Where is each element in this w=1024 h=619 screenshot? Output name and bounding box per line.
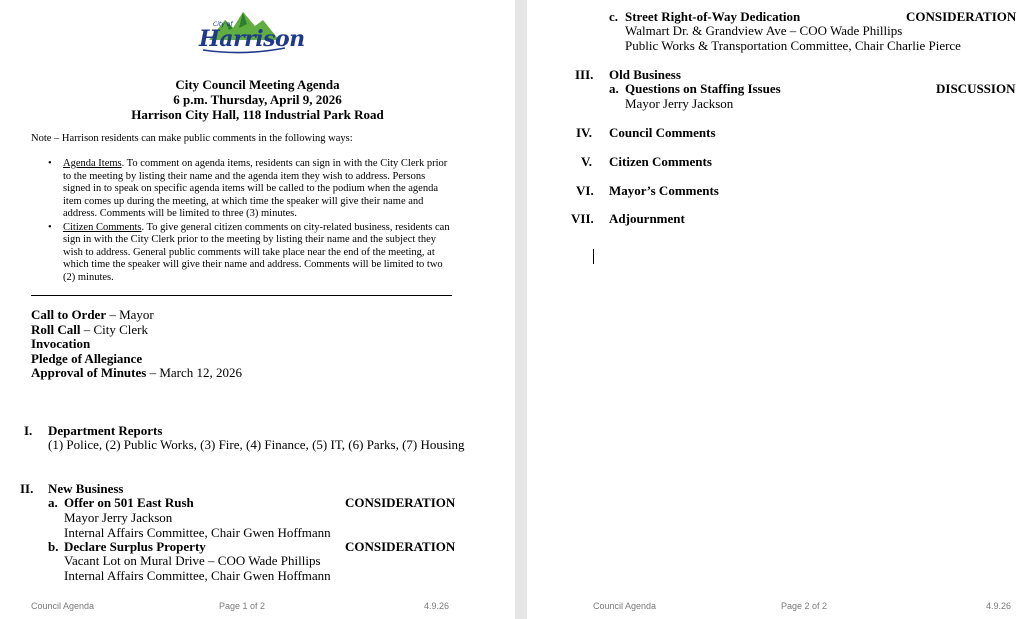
opening-invocation: Invocation [31,336,91,351]
page-gap [515,0,527,619]
section-title: Mayor’s Comments [609,183,719,198]
section-title: Old Business [609,67,681,82]
bullet-text: . To give general citizen comments on city-related business, residents can sign in with the City Clerk prior to the meeting by listing their name and the subject they wish to address. General public comments will take place near the end of the meeting, at which time the speaker will give their name and address. Comments will be limited to two (2) minutes. [63,221,450,283]
item-letter: a. [48,495,58,510]
comment-methods-list [48,158,454,285]
item-line: Mayor Jerry Jackson [64,510,173,525]
bullet-lead: Agenda Items [63,158,122,169]
footer-left: Council Agenda [593,601,657,611]
item-letter: b. [48,539,59,554]
section-number: VI. [576,183,594,198]
item-line: Internal Affairs Committee, Chair Gwen Hoffmann [64,525,331,540]
section-title: Department Reports [48,423,163,438]
item-action: CONSIDERATION [345,495,456,510]
agenda-title: City Council Meeting Agenda [175,77,340,92]
section-number: V. [581,154,592,169]
item-title: Offer on 501 East Rush [64,495,194,510]
bullet-text: . To comment on agenda items, residents can sign in with the City Clerk prior to the meeting by listing their name and the agenda item they wish to address. Persons signed in to speak on specific agenda items will be called to the podium when the agenda item comes up during the meeting, at which time the speaker will give their name and address. Comments will be limited to three (3) minutes. [63,158,448,219]
item-action: CONSIDERATION [906,9,1017,24]
footer-left: Council Agenda [31,601,95,611]
section-number: IV. [576,125,593,140]
opening-approval-minutes: Approval of Minutes – March 12, 2026 [31,365,243,380]
section-number: III. [575,67,594,82]
item-line: Public Works & Transportation Committee, Chair Charlie Pierce [625,38,961,53]
section-divider [31,295,452,296]
section-number: VII. [571,211,594,226]
item-line: Walmart Dr. & Grandview Ave – COO Wade Phillips [625,23,903,38]
document-page-2 [527,0,1024,619]
text-cursor[interactable] [593,249,594,264]
section-title: Council Comments [609,125,716,140]
item-line: Internal Affairs Committee, Chair Gwen Hoffmann [64,568,331,583]
footer-page-number: Page 2 of 2 [781,601,828,611]
item-action: CONSIDERATION [345,539,456,554]
agenda-location: Harrison City Hall, 118 Industrial Park Road [131,107,384,122]
section-number: II. [20,481,34,496]
public-comment-note: Note – Harrison residents can make public comments in the following ways: [31,133,353,144]
opening-items [31,308,242,381]
list-item [48,222,454,285]
opening-call-to-order: Call to Order – Mayor [31,307,154,322]
item-action: DISCUSSION [936,81,1016,96]
agenda-header [0,77,515,122]
opening-pledge: Pledge of Allegiance [31,350,143,366]
footer-page-number: Page 1 of 2 [219,601,266,611]
list-item [48,158,454,221]
item-title: Questions on Staffing Issues [625,81,781,96]
bullet-lead: Citizen Comments [63,221,142,233]
item-letter: a. [609,81,619,96]
section-detail: (1) Police, (2) Public Works, (3) Fire, (4) Finance, (5) IT, (6) Parks, (7) Housing [48,437,465,452]
section-title: Adjournment [609,211,685,226]
item-title: Street Right-of-Way Dedication [625,9,801,24]
opening-roll-call: Roll Call – City Clerk [31,321,149,337]
section-number: I. [24,423,33,438]
agenda-time: 6 p.m. Thursday, April 9, 2026 [173,92,342,107]
footer-date: 4.9.26 [424,601,450,611]
logo-small-text: City of [213,21,233,28]
item-line: Mayor Jerry Jackson [625,96,734,111]
logo-script-text: Harrison [199,26,305,52]
item-letter: c. [609,9,619,24]
footer-date: 4.9.26 [986,601,1012,611]
city-logo [195,6,305,58]
item-line: Vacant Lot on Mural Drive – COO Wade Phillips [64,553,321,568]
section-title: New Business [48,481,124,496]
section-title: Citizen Comments [609,154,712,169]
item-title: Declare Surplus Property [64,539,206,554]
